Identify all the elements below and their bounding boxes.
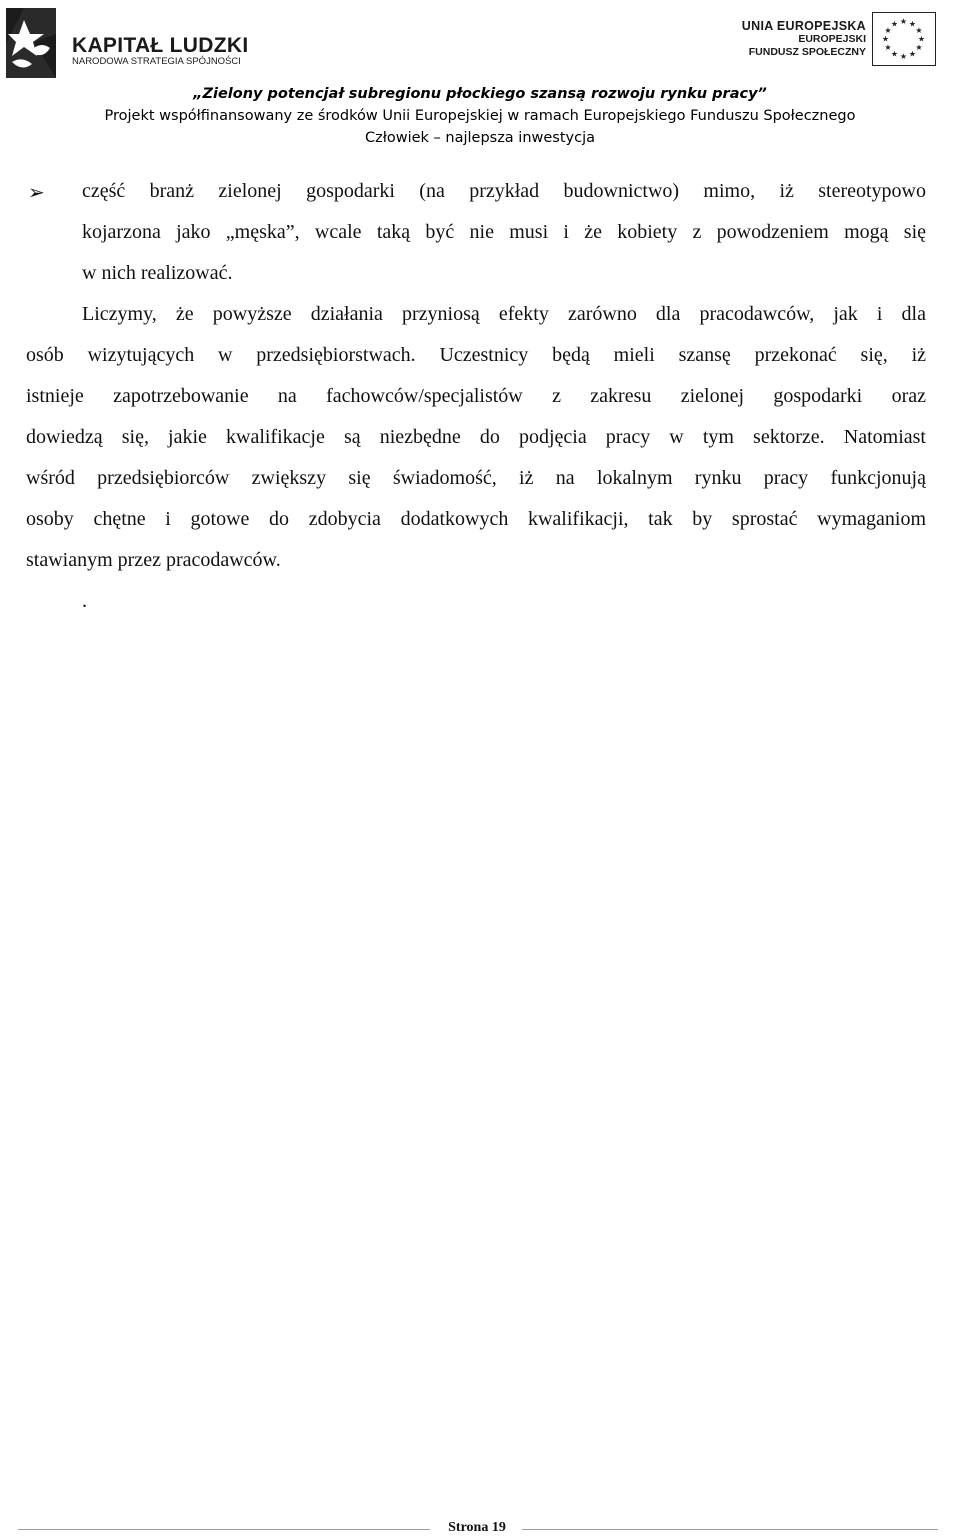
project-cofinancing: Projekt współfinansowany ze środków Unii Europejskiej w ramach Europejskiego Funduszu Społecznego bbox=[104, 108, 856, 124]
paragraph-line: Liczymy, że powyższe działania przyniosą efekty zarówno dla pracodawców, jak i dla bbox=[82, 303, 926, 325]
project-title: „Zielony potencjał subregionu płockiego szansą rozwoju rynku pracy” bbox=[193, 86, 767, 102]
svg-text:★: ★ bbox=[908, 19, 917, 29]
paragraph-line: istnieje zapotrzebowanie na fachowców/specjalistów z zakresu zielonej gospodarki oraz bbox=[26, 385, 926, 407]
project-motto: Człowiek – najlepsza inwestycja bbox=[364, 130, 596, 146]
svg-text:★: ★ bbox=[899, 17, 908, 26]
svg-text:★: ★ bbox=[915, 43, 923, 52]
svg-text:★: ★ bbox=[884, 26, 892, 35]
svg-text:★: ★ bbox=[890, 19, 899, 29]
svg-text:★: ★ bbox=[890, 49, 899, 59]
page-number: Strona 19 bbox=[448, 1520, 506, 1535]
kapital-ludzki-title: KAPITAŁ LUDZKI bbox=[72, 34, 249, 57]
arrow-icon: ➢ bbox=[28, 180, 45, 204]
svg-text:★: ★ bbox=[899, 52, 908, 61]
svg-text:★: ★ bbox=[908, 49, 917, 59]
bullet-line: część branż zielonej gospodarki (na przykład budownictwo) mimo, iż stereotypowo bbox=[82, 180, 926, 202]
paragraph-line: wśród przedsiębiorców zwiększy się świadomość, iż na lokalnym rynku pracy funkcjonują bbox=[26, 467, 926, 489]
kapital-ludzki-subtitle: NARODOWA STRATEGIA SPÓJNOŚCI bbox=[72, 56, 241, 67]
bullet-line: w nich realizować. bbox=[82, 262, 233, 284]
eu-flag-icon bbox=[872, 12, 936, 66]
paragraph-line: osoby chętne i gotowe do zdobycia dodatkowych kwalifikacji, tak by sprostać wymaganiom bbox=[26, 508, 926, 530]
eu-logo-line3: FUNDUSZ SPOŁECZNY bbox=[748, 46, 866, 58]
svg-text:★: ★ bbox=[884, 43, 892, 52]
bullet-line: kojarzona jako „męska”, wcale taką być nie musi i że kobiety z powodzeniem mogą się bbox=[82, 221, 926, 243]
svg-text:★: ★ bbox=[917, 34, 926, 44]
svg-text:★: ★ bbox=[881, 34, 890, 44]
trailing-dot: . bbox=[82, 590, 87, 612]
kapital-ludzki-logo bbox=[4, 4, 254, 84]
kapital-ludzki-emblem-icon bbox=[4, 4, 68, 82]
svg-text:★: ★ bbox=[915, 26, 923, 35]
eu-logo-line2: EUROPEJSKI bbox=[798, 33, 866, 45]
paragraph-line: stawianym przez pracodawców. bbox=[26, 549, 281, 571]
eu-logo-line1: UNIA EUROPEJSKA bbox=[741, 19, 866, 33]
footer-rule-right bbox=[522, 1529, 938, 1530]
eu-logo-text bbox=[742, 20, 866, 59]
footer-rule-left bbox=[18, 1529, 430, 1530]
paragraph-line: dowiedzą się, jakie kwalifikacje są niezbędne do podjęcia pracy w tym sektorze. Natomiast bbox=[26, 426, 926, 448]
paragraph-line: osób wizytujących w przedsiębiorstwach. Uczestnicy będą mieli szansę przekonać się, iż bbox=[26, 344, 926, 366]
